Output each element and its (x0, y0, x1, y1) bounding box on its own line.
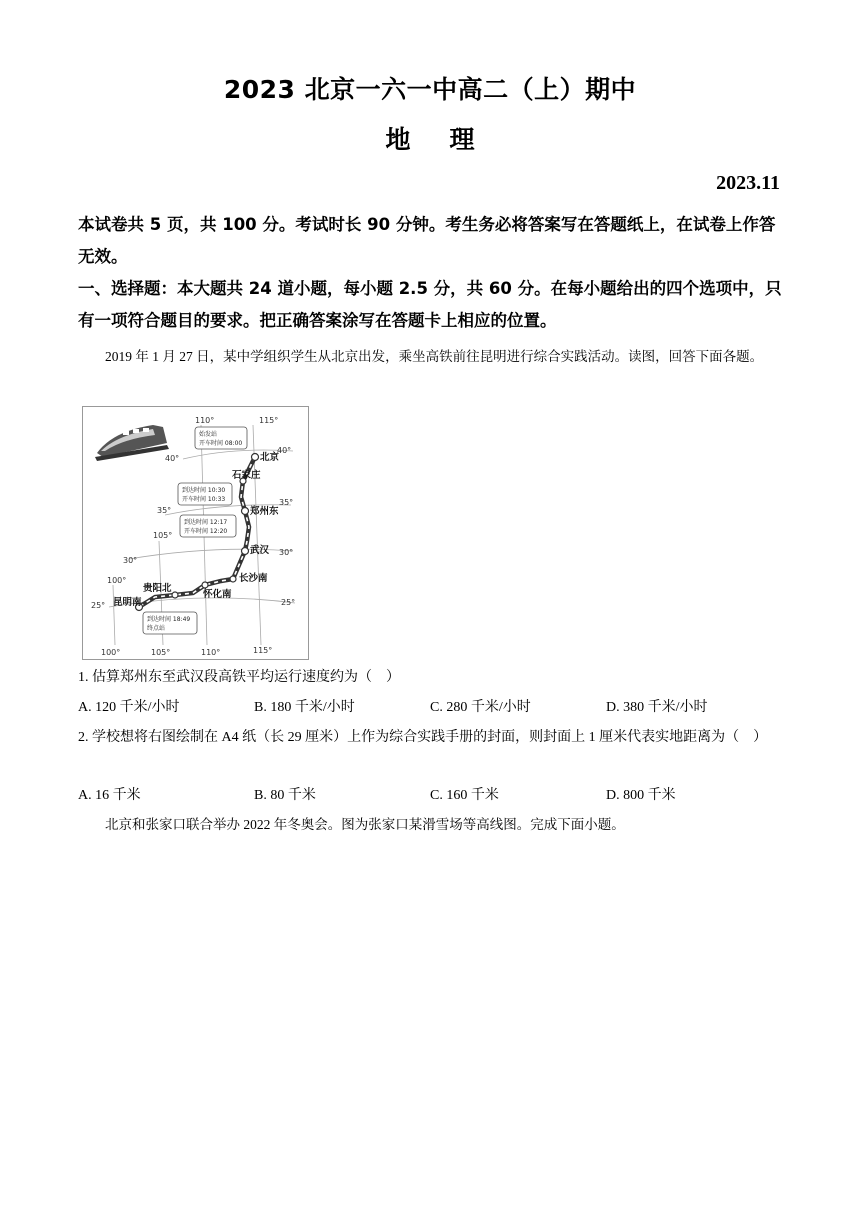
exam-date: 2023.11 (716, 172, 780, 194)
svg-text:开车时间 08:00: 开车时间 08:00 (199, 440, 243, 447)
option-c[interactable]: C. 280 千米/小时 (430, 700, 531, 715)
station-label: 石家庄 (232, 470, 261, 481)
station-label: 贵阳北 (143, 583, 172, 594)
option-b[interactable]: B. 80 千米 (254, 788, 316, 803)
lat-label: 40° (165, 454, 180, 463)
lon-label: 115° (253, 646, 273, 655)
station-label: 怀化南 (203, 589, 232, 600)
station-marker (230, 576, 236, 582)
question-context-2: 北京和张家口联合举办 2022 年冬奥会。图为张家口某滑雪场等高线图。完成下面小题。 (105, 817, 625, 832)
railway-map (83, 407, 308, 659)
svg-text:到达时间 18:49: 到达时间 18:49 (147, 616, 191, 623)
option-a[interactable]: A. 16 千米 (78, 788, 141, 803)
lon-label: 115° (259, 416, 279, 425)
question-context-1: 2019 年 1 月 27 日，某中学组织学生从北京出发，乘坐高铁前往昆明进行综合实践活动。读图，回答下面各题。 (105, 349, 764, 364)
schedule-callout-beijing (195, 427, 247, 449)
option-b[interactable]: B. 180 千米/小时 (254, 700, 355, 715)
railway-map-figure (82, 406, 309, 660)
lon-label: 100° (101, 648, 121, 657)
svg-text:始发站: 始发站 (199, 431, 218, 438)
option-d[interactable]: D. 380 千米/小时 (606, 700, 708, 715)
station-label: 郑州东 (250, 506, 279, 517)
train-illustration (95, 425, 169, 461)
svg-text:到达时间 10:30: 到达时间 10:30 (182, 487, 226, 494)
section-1-heading: 一、选择题：本大题共 24 道小题，每小题 2.5 分，共 60 分。在每小题给出的四个选项中，只有一项符合题目的要求。把正确答案涂写在答题卡上相应的位置。 (78, 279, 782, 330)
exam-title: 2023 北京一六一中高二（上）期中 (223, 75, 637, 104)
lon-label: 100° (107, 576, 127, 585)
schedule-callout-wuhan (180, 515, 236, 537)
station-label: 长沙南 (239, 573, 268, 584)
lon-label: 105° (151, 648, 171, 657)
station-marker (242, 548, 249, 555)
svg-text:开车时间 10:33: 开车时间 10:33 (182, 496, 226, 503)
option-d[interactable]: D. 800 千米 (606, 788, 676, 803)
lat-label: 30° (123, 556, 138, 565)
question-2-text: 2. 学校想将右图绘制在 A4 纸（长 29 厘米）上作为综合实践手册的封面，则封面上 1 厘米代表实地距离为（ ） (78, 730, 768, 745)
lat-label: 40° (277, 446, 292, 455)
lon-label: 105° (153, 531, 173, 540)
lat-label: 35° (279, 498, 294, 507)
subject-title (0, 120, 860, 156)
svg-text:到达时间 12:17: 到达时间 12:17 (184, 519, 228, 526)
question-1-text: 1. 估算郑州东至武汉段高铁平均运行速度约为（ ） (78, 670, 400, 685)
schedule-callout-zhengzhou (178, 483, 232, 505)
subject-char-2: 理 (449, 125, 475, 154)
svg-text:开车时间 12:20: 开车时间 12:20 (184, 528, 228, 535)
lat-label: 35° (157, 506, 172, 515)
station-label: 北京 (260, 452, 280, 463)
schedule-callout-kunming (143, 612, 197, 634)
exam-instructions: 本试卷共 5 页，共 100 分。考试时长 90 分钟。考生务必将答案写在答题纸上，在试卷上作答无效。 (78, 215, 776, 266)
subject-char-1: 地 (385, 125, 411, 154)
lat-label: 25° (91, 601, 106, 610)
station-marker (242, 508, 249, 515)
option-a[interactable]: A. 120 千米/小时 (78, 700, 180, 715)
svg-text:终点站: 终点站 (147, 625, 166, 632)
station-label: 昆明南 (113, 597, 142, 608)
station-marker (172, 592, 178, 598)
option-c[interactable]: C. 160 千米 (430, 788, 499, 803)
station-marker (252, 454, 259, 461)
station-label: 武汉 (250, 545, 270, 556)
lat-label: 25° (281, 598, 296, 607)
station-marker (202, 582, 208, 588)
question-1-options (78, 694, 783, 722)
lat-label: 30° (279, 548, 294, 557)
question-2-options (78, 782, 783, 810)
lon-label: 110° (195, 416, 215, 425)
lon-label: 110° (201, 648, 221, 657)
